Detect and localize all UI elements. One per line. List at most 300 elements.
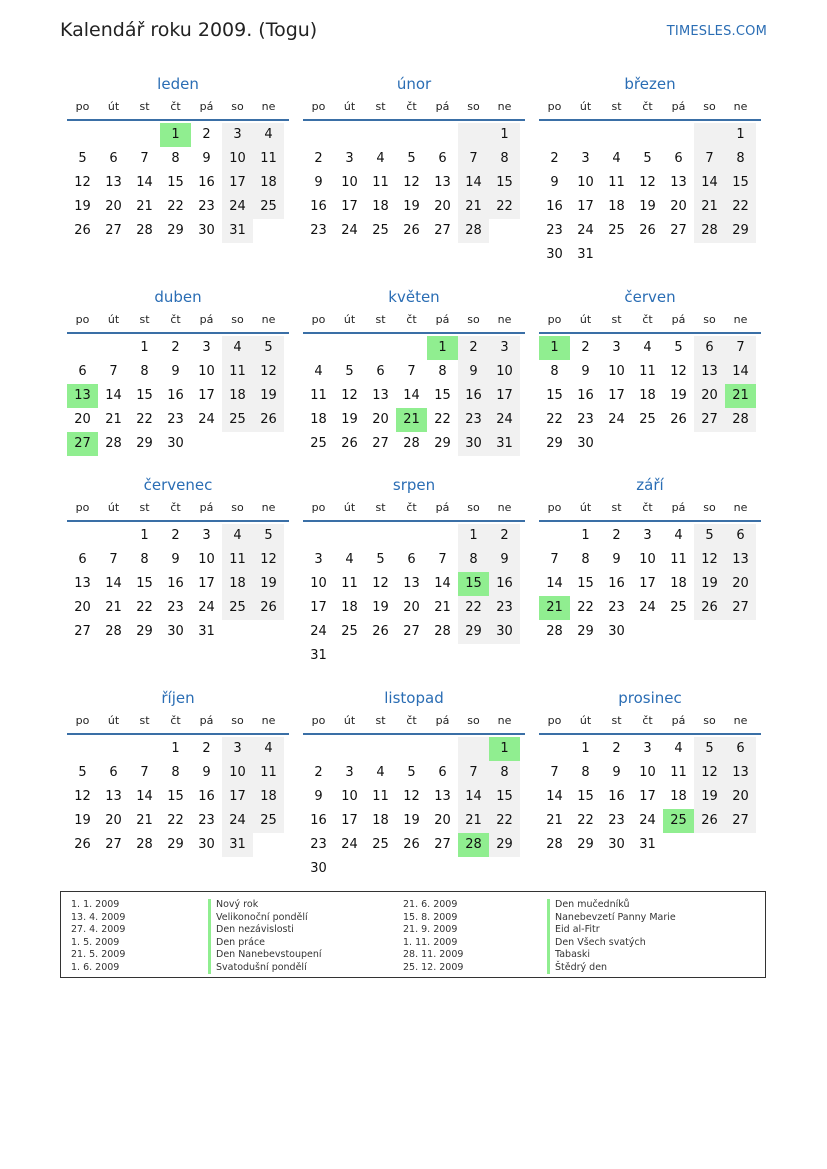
day-cell[interactable]: 17 [639, 576, 656, 591]
day-cell[interactable]: 12 [694, 761, 725, 785]
day-cell[interactable]: 14 [458, 171, 489, 195]
day-cell[interactable]: 4 [222, 336, 253, 360]
day-cell[interactable]: 16 [489, 572, 520, 596]
day-cell[interactable]: 27 [694, 408, 725, 432]
day-cell[interactable]: 24 [341, 223, 358, 238]
day-cell[interactable]: 29 [546, 436, 563, 451]
day-cell[interactable]: 2 [314, 151, 323, 166]
day-cell[interactable]: 12 [253, 360, 284, 384]
day-cell[interactable]: 20 [105, 199, 122, 214]
day-cell[interactable]: 24 [198, 600, 215, 615]
day-cell[interactable]: 5 [694, 524, 725, 548]
day-cell[interactable]: 26 [253, 596, 284, 620]
day-cell[interactable]: 25 [222, 596, 253, 620]
day-cell[interactable]: 10 [639, 552, 656, 567]
day-cell[interactable]: 21 [396, 408, 427, 432]
day-cell[interactable]: 26 [74, 837, 91, 852]
day-cell[interactable]: 8 [140, 552, 149, 567]
day-cell[interactable]: 26 [253, 408, 284, 432]
day-cell[interactable]: 12 [74, 789, 91, 804]
day-cell[interactable]: 9 [202, 151, 211, 166]
day-cell[interactable]: 20 [434, 813, 451, 828]
day-cell[interactable]: 25 [341, 624, 358, 639]
day-cell[interactable]: 14 [458, 785, 489, 809]
day-cell[interactable]: 25 [222, 408, 253, 432]
day-cell[interactable]: 23 [608, 600, 625, 615]
day-cell[interactable]: 30 [167, 624, 184, 639]
day-cell[interactable]: 15 [167, 789, 184, 804]
day-cell[interactable]: 29 [577, 624, 594, 639]
day-cell[interactable]: 26 [74, 223, 91, 238]
day-cell[interactable]: 21 [539, 596, 570, 620]
day-cell[interactable]: 16 [198, 175, 215, 190]
brand-logo[interactable]: TIMESLES.COM [666, 24, 767, 39]
day-cell[interactable]: 6 [376, 364, 385, 379]
day-cell[interactable]: 15 [489, 785, 520, 809]
day-cell[interactable]: 23 [167, 600, 184, 615]
day-cell[interactable]: 10 [577, 175, 594, 190]
day-cell[interactable]: 29 [136, 436, 153, 451]
day-cell[interactable]: 18 [372, 199, 389, 214]
day-cell[interactable]: 18 [253, 171, 284, 195]
day-cell[interactable]: 19 [670, 388, 687, 403]
day-cell[interactable]: 1 [458, 524, 489, 548]
day-cell[interactable]: 5 [407, 151, 416, 166]
day-cell[interactable]: 11 [222, 548, 253, 572]
day-cell[interactable]: 7 [140, 765, 149, 780]
day-cell[interactable]: 6 [438, 765, 447, 780]
day-cell[interactable]: 20 [725, 785, 756, 809]
day-cell[interactable]: 3 [612, 340, 621, 355]
day-cell[interactable]: 18 [670, 576, 687, 591]
day-cell[interactable]: 31 [577, 247, 594, 262]
day-cell[interactable]: 15 [434, 388, 451, 403]
day-cell[interactable]: 17 [341, 199, 358, 214]
day-cell[interactable]: 8 [725, 147, 756, 171]
day-cell[interactable]: 16 [310, 813, 327, 828]
day-cell[interactable]: 22 [136, 600, 153, 615]
day-cell[interactable]: 4 [643, 340, 652, 355]
day-cell[interactable]: 19 [253, 572, 284, 596]
day-cell[interactable]: 24 [198, 412, 215, 427]
day-cell[interactable]: 30 [458, 432, 489, 456]
day-cell[interactable]: 17 [222, 171, 253, 195]
day-cell[interactable]: 9 [612, 765, 621, 780]
day-cell[interactable]: 2 [171, 528, 180, 543]
day-cell[interactable]: 23 [546, 223, 563, 238]
day-cell[interactable]: 29 [136, 624, 153, 639]
day-cell[interactable]: 22 [725, 195, 756, 219]
day-cell[interactable]: 18 [310, 412, 327, 427]
day-cell[interactable]: 21 [458, 809, 489, 833]
day-cell[interactable]: 13 [105, 175, 122, 190]
day-cell[interactable]: 2 [581, 340, 590, 355]
day-cell[interactable]: 19 [639, 199, 656, 214]
day-cell[interactable]: 22 [136, 412, 153, 427]
day-cell[interactable]: 4 [253, 737, 284, 761]
day-cell[interactable]: 22 [489, 195, 520, 219]
day-cell[interactable]: 28 [105, 624, 122, 639]
day-cell[interactable]: 11 [670, 765, 687, 780]
day-cell[interactable]: 6 [694, 336, 725, 360]
day-cell[interactable]: 16 [546, 199, 563, 214]
day-cell[interactable]: 22 [546, 412, 563, 427]
day-cell[interactable]: 11 [608, 175, 625, 190]
day-cell[interactable]: 16 [310, 199, 327, 214]
day-cell[interactable]: 8 [581, 552, 590, 567]
day-cell[interactable]: 20 [434, 199, 451, 214]
day-cell[interactable]: 7 [109, 552, 118, 567]
day-cell[interactable]: 2 [489, 524, 520, 548]
day-cell[interactable]: 2 [202, 127, 211, 142]
day-cell[interactable]: 13 [67, 384, 98, 408]
day-cell[interactable]: 30 [577, 436, 594, 451]
day-cell[interactable]: 7 [550, 552, 559, 567]
day-cell[interactable]: 21 [546, 813, 563, 828]
day-cell[interactable]: 3 [314, 552, 323, 567]
day-cell[interactable]: 12 [341, 388, 358, 403]
day-cell[interactable]: 1 [489, 123, 520, 147]
day-cell[interactable]: 6 [438, 151, 447, 166]
day-cell[interactable]: 15 [546, 388, 563, 403]
day-cell[interactable]: 16 [167, 388, 184, 403]
day-cell[interactable]: 28 [105, 436, 122, 451]
day-cell[interactable]: 3 [345, 765, 354, 780]
day-cell[interactable]: 20 [74, 412, 91, 427]
day-cell[interactable]: 9 [489, 548, 520, 572]
day-cell[interactable]: 5 [78, 765, 87, 780]
day-cell[interactable]: 11 [670, 552, 687, 567]
day-cell[interactable]: 24 [222, 195, 253, 219]
day-cell[interactable]: 19 [253, 384, 284, 408]
day-cell[interactable]: 9 [612, 552, 621, 567]
day-cell[interactable]: 29 [167, 837, 184, 852]
day-cell[interactable]: 25 [372, 837, 389, 852]
day-cell[interactable]: 26 [670, 412, 687, 427]
day-cell[interactable]: 10 [639, 765, 656, 780]
day-cell[interactable]: 15 [489, 171, 520, 195]
day-cell[interactable]: 6 [78, 552, 87, 567]
day-cell[interactable]: 29 [489, 833, 520, 857]
day-cell[interactable]: 2 [458, 336, 489, 360]
day-cell[interactable]: 31 [222, 219, 253, 243]
day-cell[interactable]: 23 [310, 837, 327, 852]
day-cell[interactable]: 1 [427, 336, 458, 360]
day-cell[interactable]: 5 [643, 151, 652, 166]
day-cell[interactable]: 22 [577, 600, 594, 615]
day-cell[interactable]: 27 [105, 837, 122, 852]
day-cell[interactable]: 23 [310, 223, 327, 238]
day-cell[interactable]: 27 [74, 624, 91, 639]
day-cell[interactable]: 18 [222, 384, 253, 408]
day-cell[interactable]: 13 [725, 548, 756, 572]
day-cell[interactable]: 19 [341, 412, 358, 427]
day-cell[interactable]: 24 [577, 223, 594, 238]
day-cell[interactable]: 10 [608, 364, 625, 379]
day-cell[interactable]: 25 [253, 195, 284, 219]
day-cell[interactable]: 18 [372, 813, 389, 828]
day-cell[interactable]: 7 [140, 151, 149, 166]
day-cell[interactable]: 3 [222, 123, 253, 147]
day-cell[interactable]: 13 [434, 789, 451, 804]
day-cell[interactable]: 9 [314, 175, 323, 190]
day-cell[interactable]: 9 [581, 364, 590, 379]
day-cell[interactable]: 26 [403, 837, 420, 852]
day-cell[interactable]: 9 [171, 364, 180, 379]
day-cell[interactable]: 30 [489, 620, 520, 644]
day-cell[interactable]: 22 [489, 809, 520, 833]
day-cell[interactable]: 8 [171, 151, 180, 166]
day-cell[interactable]: 1 [725, 123, 756, 147]
day-cell[interactable]: 12 [670, 364, 687, 379]
day-cell[interactable]: 3 [489, 336, 520, 360]
day-cell[interactable]: 14 [105, 388, 122, 403]
day-cell[interactable]: 23 [577, 412, 594, 427]
day-cell[interactable]: 27 [725, 596, 756, 620]
day-cell[interactable]: 16 [458, 384, 489, 408]
day-cell[interactable]: 13 [372, 388, 389, 403]
day-cell[interactable]: 26 [403, 223, 420, 238]
day-cell[interactable]: 26 [639, 223, 656, 238]
day-cell[interactable]: 3 [202, 528, 211, 543]
day-cell[interactable]: 14 [136, 175, 153, 190]
day-cell[interactable]: 16 [577, 388, 594, 403]
day-cell[interactable]: 8 [489, 147, 520, 171]
day-cell[interactable]: 4 [674, 528, 683, 543]
day-cell[interactable]: 30 [198, 223, 215, 238]
day-cell[interactable]: 30 [167, 436, 184, 451]
day-cell[interactable]: 11 [222, 360, 253, 384]
day-cell[interactable]: 4 [376, 151, 385, 166]
day-cell[interactable]: 6 [725, 737, 756, 761]
day-cell[interactable]: 13 [725, 761, 756, 785]
day-cell[interactable]: 18 [670, 789, 687, 804]
day-cell[interactable]: 18 [222, 572, 253, 596]
day-cell[interactable]: 14 [694, 171, 725, 195]
day-cell[interactable]: 16 [198, 789, 215, 804]
day-cell[interactable]: 14 [546, 576, 563, 591]
day-cell[interactable]: 6 [109, 151, 118, 166]
day-cell[interactable]: 15 [458, 572, 489, 596]
day-cell[interactable]: 24 [639, 813, 656, 828]
day-cell[interactable]: 14 [403, 388, 420, 403]
day-cell[interactable]: 7 [725, 336, 756, 360]
day-cell[interactable]: 26 [341, 436, 358, 451]
day-cell[interactable]: 28 [546, 624, 563, 639]
day-cell[interactable]: 6 [674, 151, 683, 166]
day-cell[interactable]: 21 [105, 412, 122, 427]
day-cell[interactable]: 22 [577, 813, 594, 828]
day-cell[interactable]: 5 [376, 552, 385, 567]
day-cell[interactable]: 1 [489, 737, 520, 761]
day-cell[interactable]: 24 [310, 624, 327, 639]
day-cell[interactable]: 13 [74, 576, 91, 591]
day-cell[interactable]: 7 [438, 552, 447, 567]
day-cell[interactable]: 12 [403, 175, 420, 190]
day-cell[interactable]: 9 [458, 360, 489, 384]
day-cell[interactable]: 4 [674, 741, 683, 756]
day-cell[interactable]: 6 [407, 552, 416, 567]
day-cell[interactable]: 27 [434, 223, 451, 238]
day-cell[interactable]: 4 [253, 123, 284, 147]
day-cell[interactable]: 13 [434, 175, 451, 190]
day-cell[interactable]: 28 [136, 223, 153, 238]
day-cell[interactable]: 15 [725, 171, 756, 195]
day-cell[interactable]: 10 [310, 576, 327, 591]
day-cell[interactable]: 26 [372, 624, 389, 639]
day-cell[interactable]: 8 [581, 765, 590, 780]
day-cell[interactable]: 1 [160, 123, 191, 147]
day-cell[interactable]: 20 [670, 199, 687, 214]
day-cell[interactable]: 8 [550, 364, 559, 379]
day-cell[interactable]: 19 [74, 199, 91, 214]
day-cell[interactable]: 30 [546, 247, 563, 262]
day-cell[interactable]: 3 [345, 151, 354, 166]
day-cell[interactable]: 28 [725, 408, 756, 432]
day-cell[interactable]: 27 [434, 837, 451, 852]
day-cell[interactable]: 9 [550, 175, 559, 190]
day-cell[interactable]: 23 [489, 596, 520, 620]
day-cell[interactable]: 19 [403, 813, 420, 828]
day-cell[interactable]: 24 [639, 600, 656, 615]
day-cell[interactable]: 12 [639, 175, 656, 190]
day-cell[interactable]: 7 [458, 147, 489, 171]
day-cell[interactable]: 12 [253, 548, 284, 572]
day-cell[interactable]: 1 [581, 741, 590, 756]
day-cell[interactable]: 29 [458, 620, 489, 644]
day-cell[interactable]: 14 [105, 576, 122, 591]
day-cell[interactable]: 31 [310, 648, 327, 663]
day-cell[interactable]: 19 [372, 600, 389, 615]
day-cell[interactable]: 28 [694, 219, 725, 243]
day-cell[interactable]: 3 [222, 737, 253, 761]
day-cell[interactable]: 26 [694, 596, 725, 620]
day-cell[interactable]: 23 [198, 813, 215, 828]
day-cell[interactable]: 28 [434, 624, 451, 639]
day-cell[interactable]: 12 [372, 576, 389, 591]
day-cell[interactable]: 8 [171, 765, 180, 780]
day-cell[interactable]: 18 [639, 388, 656, 403]
day-cell[interactable]: 14 [546, 789, 563, 804]
day-cell[interactable]: 17 [310, 600, 327, 615]
day-cell[interactable]: 27 [372, 436, 389, 451]
day-cell[interactable]: 5 [674, 340, 683, 355]
day-cell[interactable]: 21 [136, 199, 153, 214]
day-cell[interactable]: 18 [341, 600, 358, 615]
day-cell[interactable]: 20 [694, 384, 725, 408]
day-cell[interactable]: 4 [222, 524, 253, 548]
day-cell[interactable]: 12 [694, 548, 725, 572]
day-cell[interactable]: 24 [608, 412, 625, 427]
day-cell[interactable]: 9 [171, 552, 180, 567]
day-cell[interactable]: 3 [643, 741, 652, 756]
day-cell[interactable]: 10 [341, 175, 358, 190]
day-cell[interactable]: 25 [253, 809, 284, 833]
day-cell[interactable]: 16 [608, 789, 625, 804]
day-cell[interactable]: 8 [140, 364, 149, 379]
day-cell[interactable]: 25 [372, 223, 389, 238]
day-cell[interactable]: 29 [167, 223, 184, 238]
day-cell[interactable]: 22 [458, 596, 489, 620]
day-cell[interactable]: 31 [489, 432, 520, 456]
day-cell[interactable]: 17 [577, 199, 594, 214]
day-cell[interactable]: 22 [167, 813, 184, 828]
day-cell[interactable]: 1 [171, 741, 180, 756]
day-cell[interactable]: 1 [539, 336, 570, 360]
day-cell[interactable]: 15 [136, 576, 153, 591]
day-cell[interactable]: 25 [310, 436, 327, 451]
day-cell[interactable]: 2 [612, 741, 621, 756]
day-cell[interactable]: 17 [639, 789, 656, 804]
day-cell[interactable]: 7 [550, 765, 559, 780]
day-cell[interactable]: 5 [78, 151, 87, 166]
day-cell[interactable]: 8 [489, 761, 520, 785]
day-cell[interactable]: 28 [458, 833, 489, 857]
day-cell[interactable]: 21 [434, 600, 451, 615]
day-cell[interactable]: 17 [222, 785, 253, 809]
day-cell[interactable]: 13 [670, 175, 687, 190]
day-cell[interactable]: 1 [140, 340, 149, 355]
day-cell[interactable]: 25 [639, 412, 656, 427]
day-cell[interactable]: 18 [253, 785, 284, 809]
day-cell[interactable]: 20 [74, 600, 91, 615]
day-cell[interactable]: 24 [222, 809, 253, 833]
day-cell[interactable]: 2 [612, 528, 621, 543]
day-cell[interactable]: 12 [74, 175, 91, 190]
day-cell[interactable]: 23 [198, 199, 215, 214]
day-cell[interactable]: 23 [608, 813, 625, 828]
day-cell[interactable]: 11 [310, 388, 327, 403]
day-cell[interactable]: 10 [198, 364, 215, 379]
day-cell[interactable]: 14 [725, 360, 756, 384]
day-cell[interactable]: 24 [341, 837, 358, 852]
day-cell[interactable]: 12 [403, 789, 420, 804]
day-cell[interactable]: 11 [639, 364, 656, 379]
day-cell[interactable]: 17 [198, 388, 215, 403]
day-cell[interactable]: 5 [407, 765, 416, 780]
day-cell[interactable]: 20 [725, 572, 756, 596]
day-cell[interactable]: 21 [725, 384, 756, 408]
day-cell[interactable]: 29 [725, 219, 756, 243]
day-cell[interactable]: 13 [694, 360, 725, 384]
day-cell[interactable]: 25 [663, 809, 694, 833]
day-cell[interactable]: 19 [403, 199, 420, 214]
day-cell[interactable]: 7 [109, 364, 118, 379]
day-cell[interactable]: 27 [105, 223, 122, 238]
day-cell[interactable]: 4 [376, 765, 385, 780]
day-cell[interactable]: 20 [403, 600, 420, 615]
day-cell[interactable]: 1 [581, 528, 590, 543]
day-cell[interactable]: 23 [167, 412, 184, 427]
day-cell[interactable]: 2 [314, 765, 323, 780]
day-cell[interactable]: 21 [458, 195, 489, 219]
day-cell[interactable]: 29 [434, 436, 451, 451]
day-cell[interactable]: 23 [458, 408, 489, 432]
day-cell[interactable]: 19 [74, 813, 91, 828]
day-cell[interactable]: 19 [694, 785, 725, 809]
day-cell[interactable]: 14 [136, 789, 153, 804]
day-cell[interactable]: 21 [136, 813, 153, 828]
day-cell[interactable]: 10 [222, 147, 253, 171]
day-cell[interactable]: 27 [403, 624, 420, 639]
day-cell[interactable]: 2 [171, 340, 180, 355]
day-cell[interactable]: 27 [670, 223, 687, 238]
day-cell[interactable]: 31 [222, 833, 253, 857]
day-cell[interactable]: 31 [639, 837, 656, 852]
day-cell[interactable]: 16 [167, 576, 184, 591]
day-cell[interactable]: 2 [550, 151, 559, 166]
day-cell[interactable]: 2 [202, 741, 211, 756]
